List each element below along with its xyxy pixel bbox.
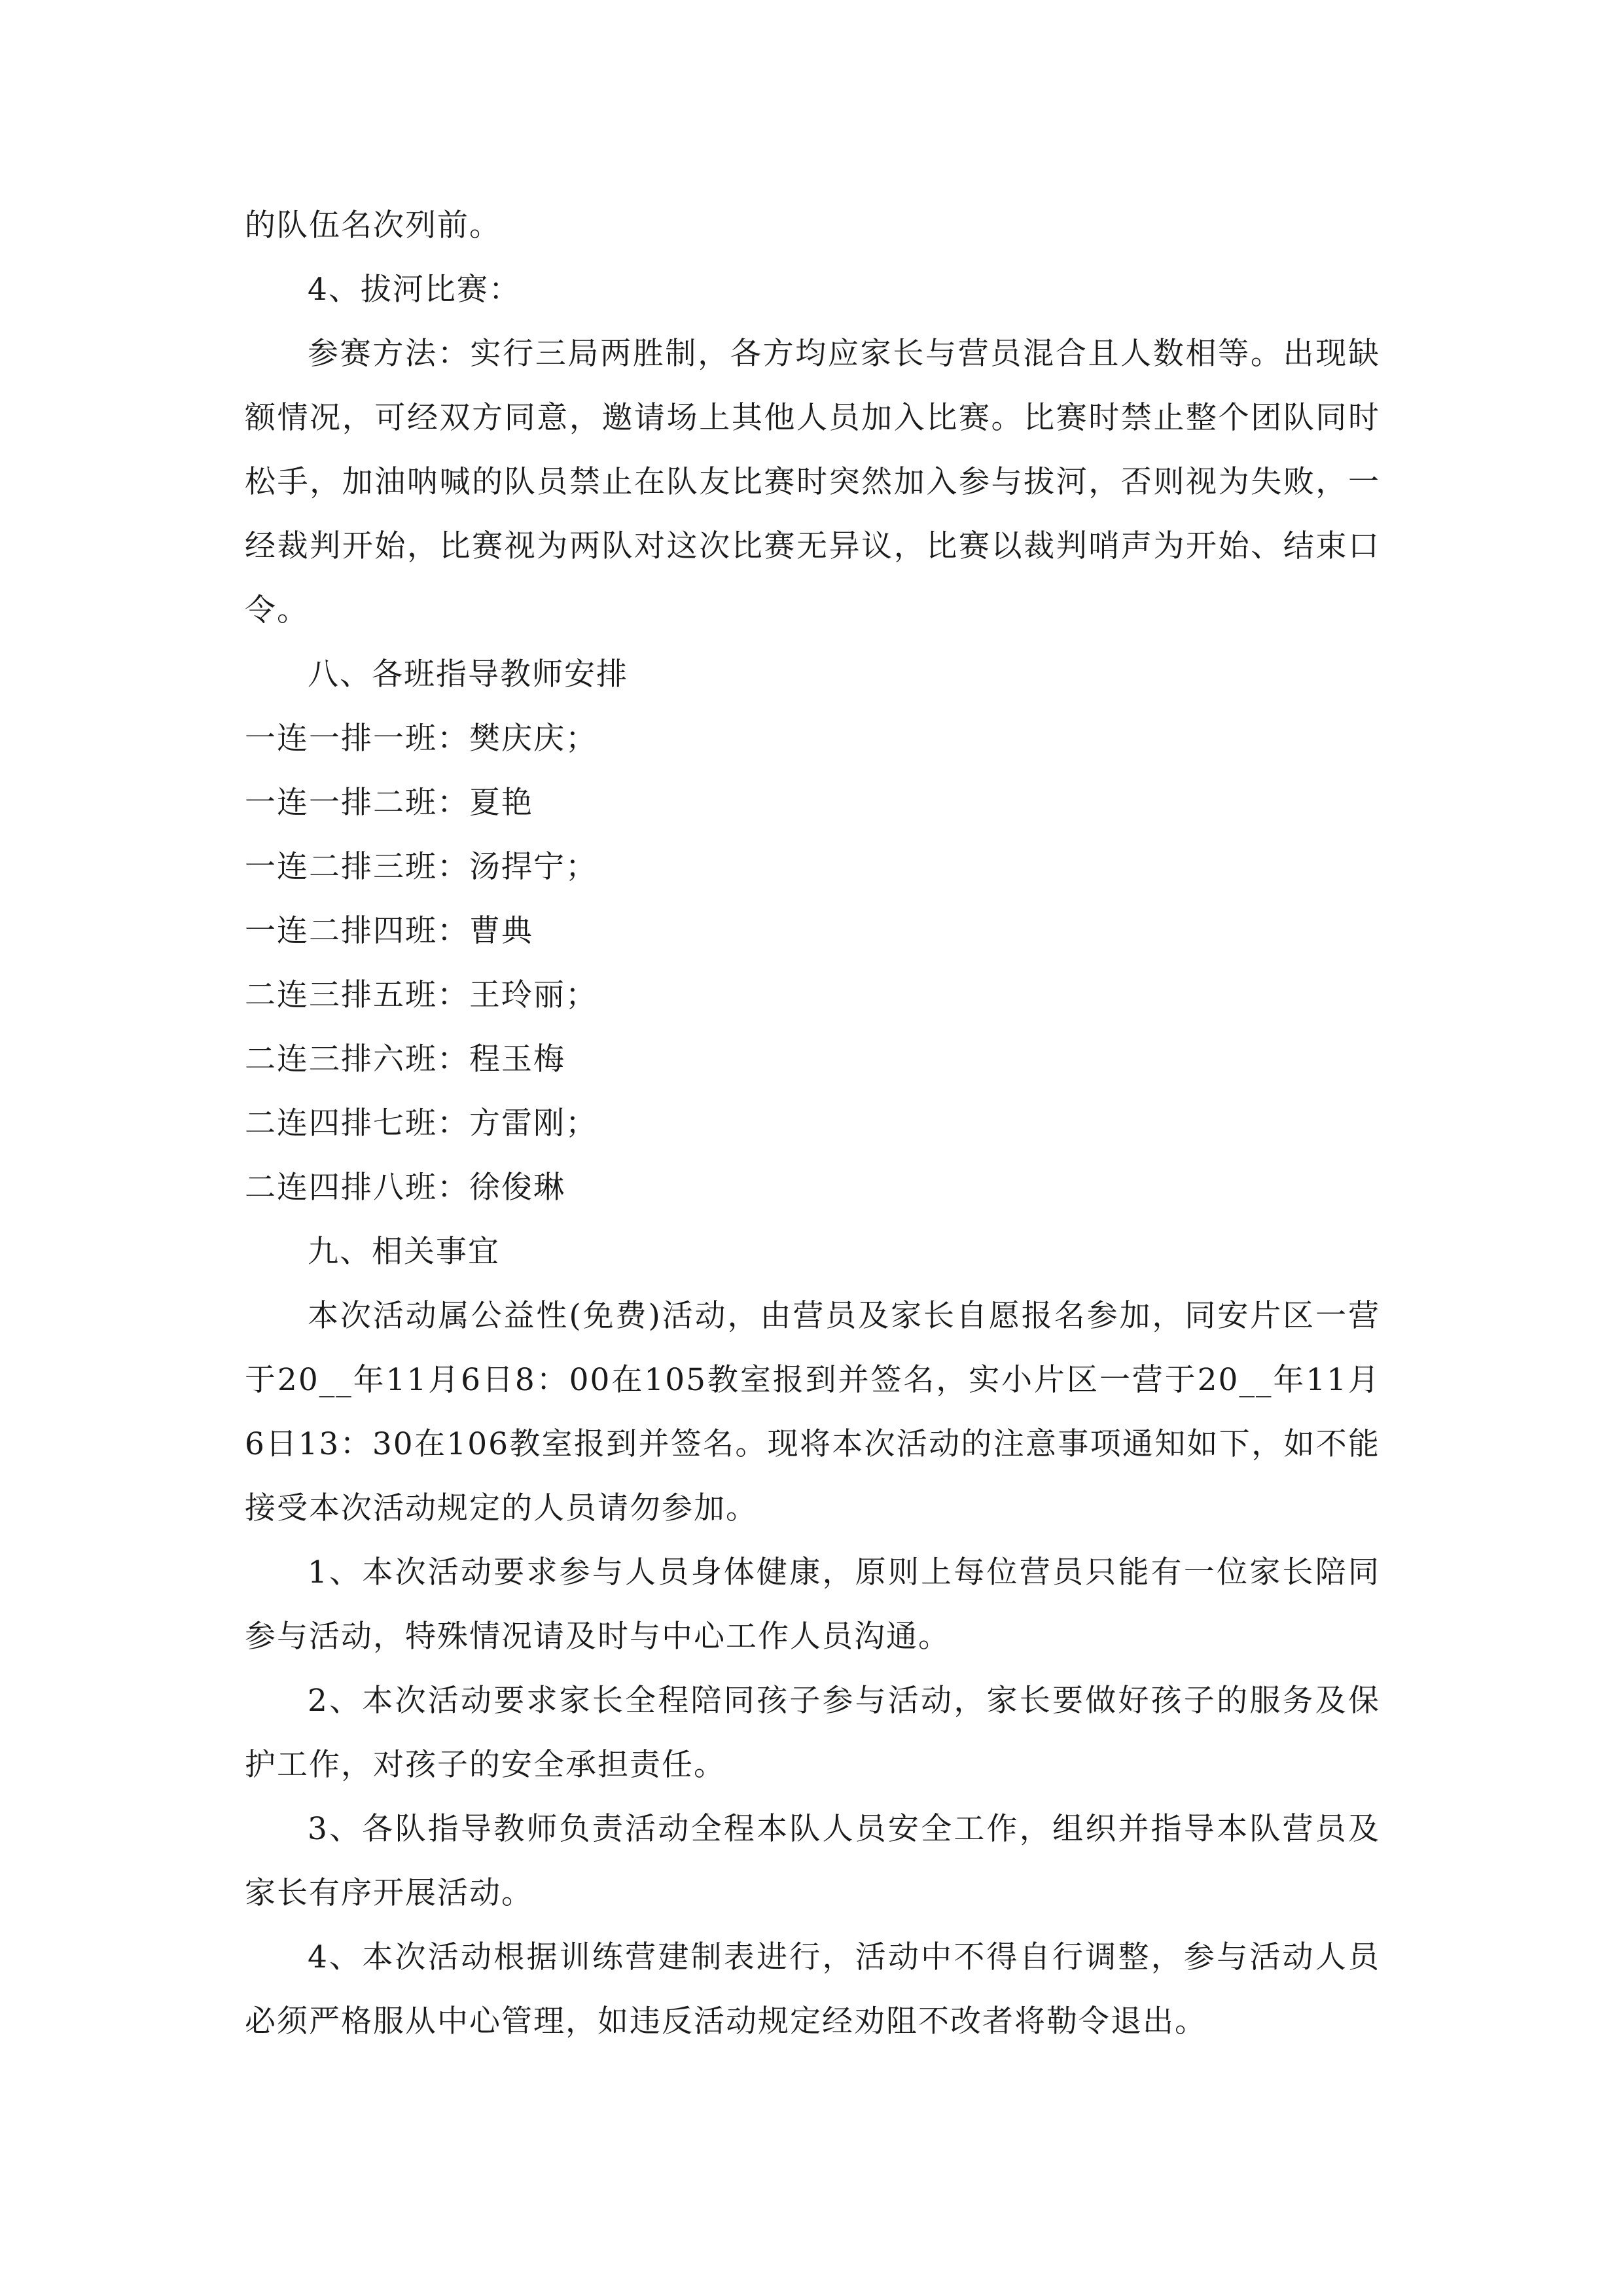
paragraph-notice-1: 1、本次活动要求参与人员身体健康，原则上每位营员只能有一位家长陪同参与活动，特殊情况请及时与中心工作人员沟通。 (245, 1554, 1380, 1655)
teacher-item: 一连一排一班：樊庆庆； (245, 721, 597, 757)
heading-section-nine: 九、相关事宜 (308, 1234, 500, 1270)
heading-section-eight: 八、各班指导教师安排 (308, 656, 628, 692)
teacher-item: 二连三排六班：程玉梅 (245, 1041, 565, 1077)
paragraph-ranking-note: 的队伍名次列前。 (245, 207, 501, 243)
paragraph-activity-info: 本次活动属公益性(免费)活动，由营员及家长自愿报名参加，同安片区一营于20__年11月6日8：00在105教室报到并签名，实小片区一营于20__年11月6日13：30在106教室报到并签名。现将本次活动的注意事项通知如下，如不能接受本次活动规定的人员请勿参加。 (245, 1298, 1380, 1526)
paragraph-notice-2: 2、本次活动要求家长全程陪同孩子参与活动，家长要做好孩子的服务及保护工作，对孩子的安全承担责任。 (245, 1683, 1380, 1783)
document-body (245, 194, 1380, 2054)
paragraph-notice-3: 3、各队指导教师负责活动全程本队人员安全工作，组织并指导本队营员及家长有序开展活动。 (245, 1811, 1380, 1911)
teacher-item: 二连四排七班：方雷刚； (245, 1105, 597, 1141)
paragraph-notice-4: 4、本次活动根据训练营建制表进行，活动中不得自行调整，参与活动人员必须严格服从中心管理，如违反活动规定经劝阻不改者将勒令退出。 (245, 1939, 1380, 2039)
teacher-item: 一连一排二班：夏艳 (245, 785, 533, 821)
teacher-item: 一连二排三班：汤捍宁； (245, 849, 597, 885)
teacher-item: 一连二排四班：曹典 (245, 913, 533, 949)
teacher-item: 二连三排五班：王玲丽； (245, 977, 597, 1013)
heading-tug-of-war: 4、拔河比赛： (308, 272, 521, 308)
paragraph-tug-of-war-rules: 参赛方法：实行三局两胜制，各方均应家长与营员混合且人数相等。出现缺额情况，可经双方同意，邀请场上其他人员加入比赛。比赛时禁止整个团队同时松手，加油呐喊的队员禁止在队友比赛时突然加入参与拔河，否则视为失败，一经裁判开始，比赛视为两队对这次比赛无异议，比赛以裁判哨声为开始、结束口令。 (245, 336, 1380, 628)
teacher-item: 二连四排八班：徐俊琳 (245, 1170, 565, 1206)
